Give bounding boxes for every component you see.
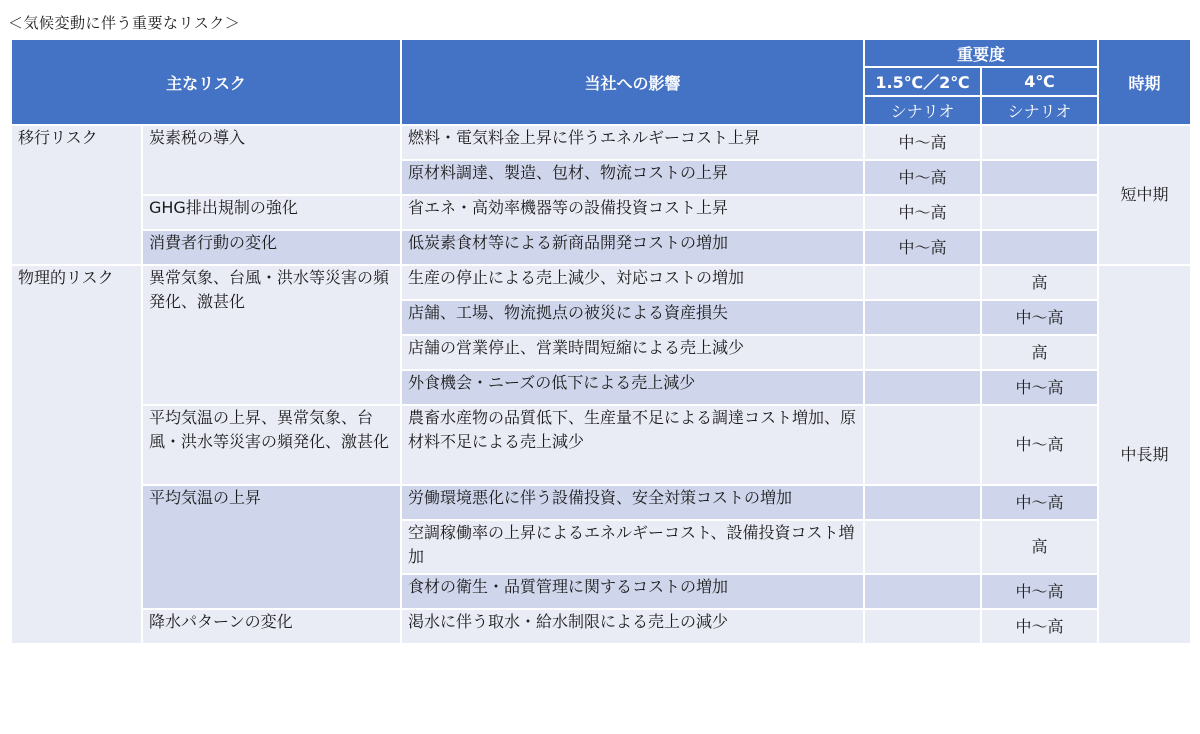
importance-4-cell: 中～高 — [981, 609, 1098, 644]
importance-4-cell: 中～高 — [981, 574, 1098, 609]
importance-4-cell: 高 — [981, 520, 1098, 574]
risk-rain: 降水パターンの変化 — [142, 609, 401, 644]
impact-cell: 農畜水産物の品質低下、生産量不足による調達コスト増加、原材料不足による売上減少 — [401, 405, 864, 485]
category-physical: 物理的リスク — [11, 265, 142, 644]
climate-risk-table — [10, 38, 1192, 645]
impact-cell: 生産の停止による売上減少、対応コストの増加 — [401, 265, 864, 300]
header-scenario-4-line2: シナリオ — [981, 96, 1098, 125]
table-row — [11, 405, 1191, 485]
importance-4-cell: 高 — [981, 265, 1098, 300]
period-transition: 短中期 — [1098, 125, 1191, 265]
impact-cell: 店舗の営業停止、営業時間短縮による売上減少 — [401, 335, 864, 370]
impact-cell: 燃料・電気料金上昇に伴うエネルギーコスト上昇 — [401, 125, 864, 160]
importance-4-cell — [981, 195, 1098, 230]
header-scenario-15-2-line2: シナリオ — [864, 96, 981, 125]
importance-4-cell: 中～高 — [981, 370, 1098, 405]
importance-15-2-cell — [864, 335, 981, 370]
header-main-risk: 主なリスク — [11, 39, 401, 125]
table-row — [11, 265, 1191, 300]
table-row — [11, 195, 1191, 230]
risk-ghg: GHG排出規制の強化 — [142, 195, 401, 230]
importance-4-cell — [981, 160, 1098, 195]
importance-15-2-cell — [864, 405, 981, 485]
importance-15-2-cell — [864, 609, 981, 644]
importance-4-cell: 高 — [981, 335, 1098, 370]
table-row — [11, 609, 1191, 644]
importance-15-2-cell: 中～高 — [864, 195, 981, 230]
category-transition: 移行リスク — [11, 125, 142, 265]
importance-15-2-cell — [864, 520, 981, 574]
importance-15-2-cell: 中～高 — [864, 125, 981, 160]
table-row — [11, 230, 1191, 265]
table-row — [11, 485, 1191, 520]
risk-consumer: 消費者行動の変化 — [142, 230, 401, 265]
risk-carbon-tax: 炭素税の導入 — [142, 125, 401, 195]
importance-4-cell: 中～高 — [981, 300, 1098, 335]
header-impact: 当社への影響 — [401, 39, 864, 125]
importance-15-2-cell: 中～高 — [864, 160, 981, 195]
header-scenario-15-2-line1: 1.5℃／2℃ — [864, 67, 981, 96]
risk-temp-weather: 平均気温の上昇、異常気象、台風・洪水等災害の頻発化、激甚化 — [142, 405, 401, 485]
impact-cell: 渇水に伴う取水・給水制限による売上の減少 — [401, 609, 864, 644]
impact-cell: 省エネ・高効率機器等の設備投資コスト上昇 — [401, 195, 864, 230]
importance-15-2-cell — [864, 300, 981, 335]
risk-extreme-weather: 異常気象、台風・洪水等災害の頻発化、激甚化 — [142, 265, 401, 405]
impact-cell: 食材の衛生・品質管理に関するコストの増加 — [401, 574, 864, 609]
impact-cell: 低炭素食材等による新商品開発コストの増加 — [401, 230, 864, 265]
table-row — [11, 125, 1191, 160]
importance-4-cell — [981, 125, 1098, 160]
header-scenario-4-line1: 4℃ — [981, 67, 1098, 96]
impact-cell: 原材料調達、製造、包材、物流コストの上昇 — [401, 160, 864, 195]
importance-4-cell: 中～高 — [981, 485, 1098, 520]
importance-15-2-cell — [864, 485, 981, 520]
importance-15-2-cell — [864, 265, 981, 300]
importance-4-cell — [981, 230, 1098, 265]
importance-15-2-cell: 中～高 — [864, 230, 981, 265]
importance-4-cell: 中～高 — [981, 405, 1098, 485]
impact-cell: 店舗、工場、物流拠点の被災による資産損失 — [401, 300, 864, 335]
risk-temp-rise: 平均気温の上昇 — [142, 485, 401, 609]
importance-15-2-cell — [864, 370, 981, 405]
impact-cell: 外食機会・ニーズの低下による売上減少 — [401, 370, 864, 405]
period-physical: 中長期 — [1098, 265, 1191, 644]
impact-cell: 空調稼働率の上昇によるエネルギーコスト、設備投資コスト増加 — [401, 520, 864, 574]
impact-cell: 労働環境悪化に伴う設備投資、安全対策コストの増加 — [401, 485, 864, 520]
table-caption: ＜気候変動に伴う重要なリスク＞ — [8, 14, 241, 32]
importance-15-2-cell — [864, 574, 981, 609]
header-period: 時期 — [1098, 39, 1191, 125]
header-importance: 重要度 — [864, 39, 1098, 67]
